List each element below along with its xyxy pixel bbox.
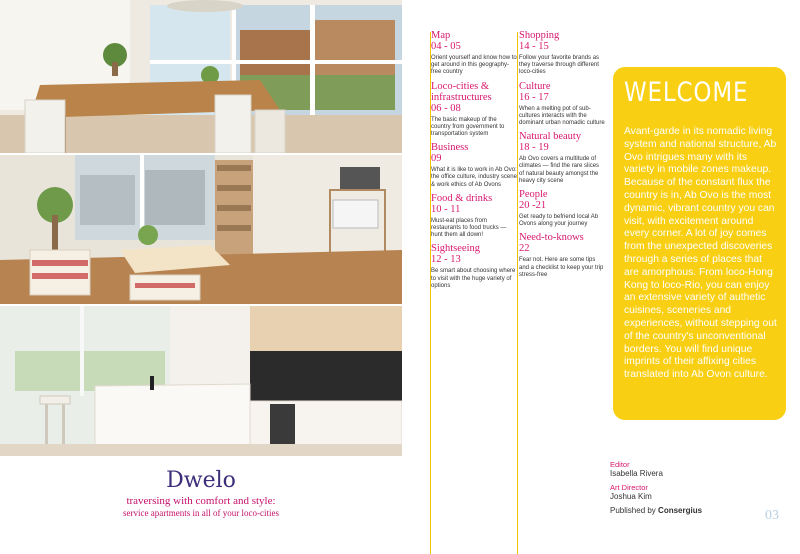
toc-desc: The basic makeup of the country from government to transportation system <box>431 116 505 138</box>
dwelo-title: Dwelo <box>166 468 236 493</box>
toc-column-2 <box>519 30 605 283</box>
toc-desc: Be smart about choosing where to visit with the huge variety of options <box>431 268 516 289</box>
toc-desc: Get ready to befriend local Ab Ovons along your journey <box>519 214 599 228</box>
toc-entry-loco-cities[interactable] <box>431 81 517 139</box>
toc-title: Shopping <box>519 30 560 41</box>
kitchen-photo <box>0 306 402 456</box>
toc-entry-people[interactable] <box>519 189 605 228</box>
dwelo-caption <box>0 458 402 554</box>
welcome-body: Avant-garde in its nomadic living system and national structure, Ab Ovo intrigues many with its variety in mobile zones makeup. Because of the constant flux the country is in, Ab Ovo is the most dynamic, vibrant country you can visit, with excitement around every corner. A lot of joy comes from the unexpected discoveries through a series of places that are amorphous. From loco-Hong Kong to loco-Rio, you can enjoy an extensive variety of authetic cuisines, sceneries and experiences, without stepping out of the country's unconventional borders. You will find unique imprints of their affixing cities translated into Ab Ovon culture. <box>624 126 777 381</box>
published-prefix: Published by <box>610 506 656 515</box>
toc-entry-shopping[interactable] <box>519 30 605 77</box>
toc-pages: 14 - 15 <box>519 41 549 52</box>
art-director-label: Art Director <box>610 483 648 492</box>
toc-entry-map[interactable] <box>431 30 517 77</box>
toc-entry-food-drinks[interactable] <box>431 193 517 240</box>
publisher-name: Consergius <box>658 506 703 515</box>
toc-pages: 20 -21 <box>519 200 547 212</box>
toc-pages: 12 - 13 <box>431 254 461 266</box>
toc-desc: Fear not. Here are some tips and a checklist to keep your trip stress-free <box>519 257 604 278</box>
toc-title: Natural beauty <box>519 131 582 143</box>
credits <box>610 460 780 515</box>
art-director-name: Joshua Kim <box>610 492 652 501</box>
toc-entry-natural-beauty[interactable] <box>519 131 605 185</box>
toc-pages: 09 <box>431 153 442 165</box>
published-by <box>610 506 780 515</box>
dwelo-subtitle-2: service apartments in all of your loco-cities <box>123 508 279 518</box>
editor-name: Isabella Rivera <box>610 469 663 478</box>
toc-desc: Orient yourself and know how to get around in this geography-free country <box>431 55 517 76</box>
toc-desc: Must-eat places from restaurants to food trucks — hunt them all down! <box>431 217 507 239</box>
page-number: 03 <box>765 508 779 523</box>
toc-title: Sightseeing <box>431 243 480 255</box>
dwelo-subtitle: traversing with comfort and style: <box>126 495 276 507</box>
toc-column-1 <box>431 30 517 294</box>
column-divider <box>517 32 518 554</box>
toc-pages: 16 - 17 <box>519 91 549 103</box>
toc-pages: 18 - 19 <box>519 142 549 154</box>
toc-title: Food & drinks <box>431 192 493 204</box>
toc-entry-need-to-knows[interactable] <box>519 232 605 279</box>
welcome-box <box>613 67 786 420</box>
toc-pages: 06 - 08 <box>431 102 461 114</box>
welcome-title: WELCOME <box>624 77 749 108</box>
toc-desc: What it is like to work in Ab Ovo: the office culture, industry scene & work ethics of Ab Ovons <box>431 167 517 188</box>
living-room-photo <box>0 155 402 304</box>
toc-pages: 04 - 05 <box>431 41 461 52</box>
toc-title: Loco-cities & infrastructures <box>431 80 492 103</box>
toc-title: Map <box>431 30 451 41</box>
toc-title: Culture <box>519 80 551 92</box>
toc-title: Business <box>431 142 469 154</box>
editor-label: Editor <box>610 460 630 469</box>
toc-entry-business[interactable] <box>431 142 517 189</box>
toc-desc: Follow your favorite brands as they traverse through different loco-cities <box>519 55 600 76</box>
toc-pages: 10 - 11 <box>431 203 461 215</box>
dining-room-photo <box>0 0 402 153</box>
toc-desc: When a melting pot of sub-cultures interacts with the dominant urban nomadic culture <box>519 105 605 127</box>
toc-title: Need-to-knows <box>519 232 584 244</box>
toc-pages: 22 <box>519 243 530 255</box>
toc-desc: Ab Ovo covers a multitude of climates — find the rare slices of natural beauty amongst the heavy city scene <box>519 156 600 184</box>
toc-entry-culture[interactable] <box>519 81 605 128</box>
toc-title: People <box>519 189 548 201</box>
toc-entry-sightseeing[interactable] <box>431 243 517 290</box>
